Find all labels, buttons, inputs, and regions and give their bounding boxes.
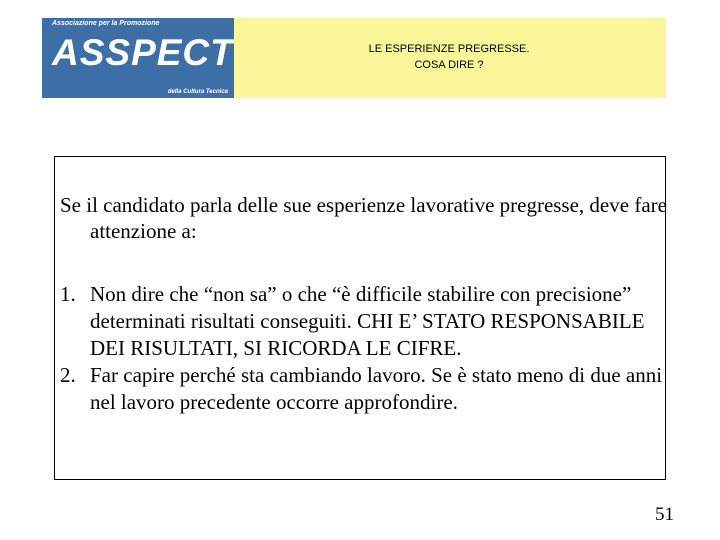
logo-main-text: ASSPECT bbox=[52, 32, 234, 73]
slide-title-line-1: LE ESPERIENZE PREGRESSE. bbox=[368, 43, 530, 55]
logo-bottom-text: della Cultura Tecnica bbox=[167, 89, 228, 95]
list-item-number: 2. bbox=[60, 363, 76, 387]
list-item-text: Non dire che “non sa” o che “è difficile stabilire con precisione” determinati risultati conseguiti. CHI E’ STATO RESPONSABILE DEI RISULTATI, SI RICORDA LE CIFRE. bbox=[90, 282, 645, 360]
page-number: 51 bbox=[655, 504, 674, 525]
advice-list bbox=[60, 281, 664, 416]
list-item bbox=[60, 281, 664, 362]
logo-top-text: Associazione per la Promozione bbox=[52, 20, 160, 27]
slide-title-line-2: COSA DIRE ? bbox=[414, 59, 484, 71]
asspect-logo bbox=[42, 18, 234, 98]
list-item-number: 1. bbox=[60, 282, 76, 306]
slide-title bbox=[324, 41, 574, 73]
list-item bbox=[60, 362, 664, 416]
list-item-text: Far capire perché sta cambiando lavoro. Se è stato meno di due anni nel lavoro precedente occorre approfondire. bbox=[90, 363, 663, 414]
intro-paragraph: Se il candidato parla delle sue esperienze lavorative pregresse, deve fare attenzione a: bbox=[60, 193, 667, 243]
